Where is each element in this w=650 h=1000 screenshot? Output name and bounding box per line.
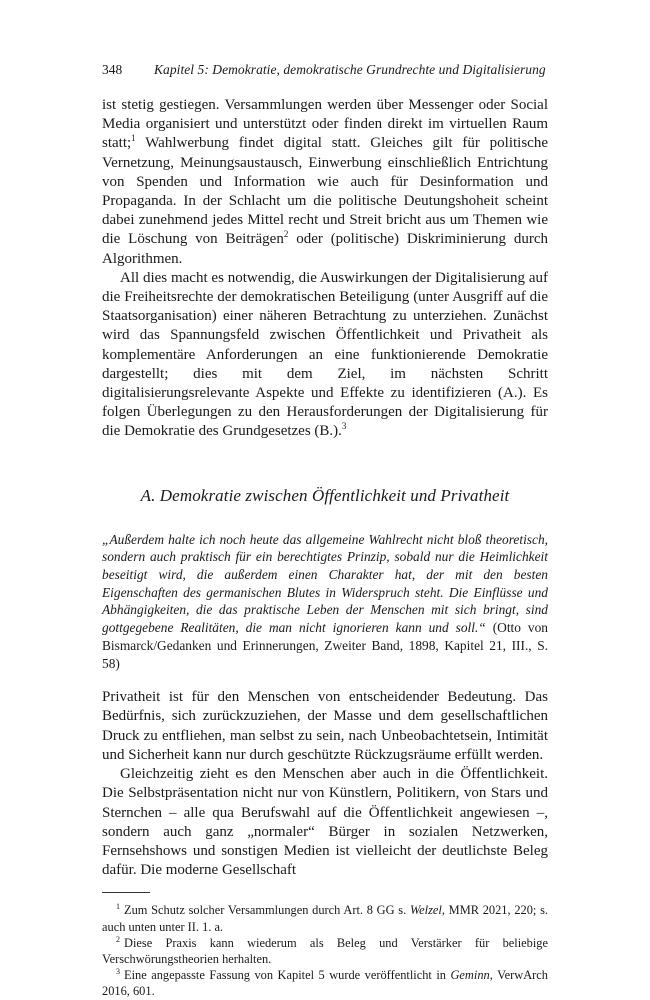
- epigraph: [102, 531, 548, 673]
- main-text: [102, 96, 548, 442]
- footnote-1: [102, 902, 548, 934]
- footnote-author: Welzel: [409, 903, 442, 918]
- footnotes: [102, 902, 548, 999]
- footnote-divider: [102, 892, 150, 893]
- epigraph-source: (Otto von Bismarck/Gedanken und Erinnerungen, Zweiter Band, 1898, Kapitel 21, III., S. 58): [102, 620, 548, 671]
- footnote-text: , VerwArch 2016, 601.: [102, 968, 549, 999]
- footnote-text: Diese Praxis kann wiederum als Beleg und Verstärker für beliebige Verschwörungstheorien herhalten.: [102, 935, 548, 966]
- footnote-text: Eine angepasste Fassung von Kapitel 5 wurde veröffentlicht in: [124, 968, 451, 983]
- book-page: [102, 62, 548, 1000]
- footnote-2: [102, 935, 548, 967]
- footnote-ref-3[interactable]: 3: [341, 421, 347, 432]
- running-title: Kapitel 5: Demokratie, demokratische Grundrechte und Digitalisierung: [154, 62, 546, 77]
- page-number: 348: [102, 62, 123, 77]
- paragraph-1-part-3: oder (politische) Diskriminierung durch Algorithmen.: [102, 231, 549, 267]
- paragraph-1: [102, 96, 548, 269]
- footnote-marker: 3: [116, 967, 120, 976]
- footnote-author: Geminn: [450, 968, 490, 983]
- footnote-ref-2[interactable]: 2: [283, 229, 289, 240]
- paragraph-3: Privatheit ist für den Menschen von entscheidender Bedeutung. Das Bedürfnis, sich zurückzuziehen, der Masse und dem gesellschaftlichen Druck zu entfliehen, man selbst zu sein, nach Unbeobachtetsein, Intimität und Sicherheit kann nur durch geschützte Rückzugsräume erfüllt werden.: [102, 689, 548, 763]
- footnote-text: , MMR 2021, 220; s. auch unten unter II. 1. a.: [102, 903, 548, 934]
- paragraph-1-part-2: Wahlwerbung findet digital statt. Gleiches gilt für politische Vernetzung, Meinungsaustausch, Einwerbung einschließlich Entrichtung von Spenden und Information wie auch für Desinformation und Propaganda. In der Schlacht um die politische Deutungshoheit scheint dabei zunehmend jedes Mittel recht und Streit bricht aus um Themen wie die Löschung von Beiträgen: [102, 135, 548, 248]
- paragraph-1-part-1: ist stetig gestiegen. Versammlungen werden über Messenger oder Social Media organisiert und unterstützt oder finden direkt im virtuellen Raum statt;: [102, 97, 548, 152]
- footnote-text: Zum Schutz solcher Versammlungen durch Art. 8 GG s.: [124, 903, 410, 918]
- running-head: [102, 62, 548, 84]
- footnote-ref-1[interactable]: 1: [131, 133, 136, 144]
- paragraph-2: [102, 269, 548, 442]
- footnote-marker: 1: [116, 902, 120, 912]
- footnote-marker: 2: [116, 934, 120, 944]
- main-text-continued: [102, 688, 548, 880]
- paragraph-4: Gleichzeitig zieht es den Menschen aber auch in die Öffentlichkeit. Die Selbstpräsentation nicht nur von Künstlern, Politikern, von Stars und Sternchen – alle qua Berufswahl auf die Öffentlichkeit angewiesen –, sondern auch ganz „normaler“ Bürger in sozialen Netzwerken, Fernsehshows und sonstigen Medien ist vielleicht der deutlichste Beleg dafür. Die moderne Gesellschaft: [102, 766, 548, 879]
- epigraph-quote: „Außerdem halte ich noch heute das allgemeine Wahlrecht nicht bloß theoretisch, sondern auch praktisch für ein berechtigtes Prinzip, sobald nur die Heimlichkeit beseitigt wird, die außerdem einen Charakter hat, der mit den besten Eigenschaften des germanischen Blutes in Widerspruch steht. Die Einflüsse und Abhängigkeiten, die das praktische Leben der Menschen mit sich bringt, sind gottgegebene Realitäten, die man nicht ignorieren kann und soll.“: [102, 531, 548, 636]
- paragraph-2-text: All dies macht es notwendig, die Auswirkungen der Digitalisierung auf die Freiheitsrechte der demokratischen Beteiligung (unter Ausgriff auf die Staatsorganisation) einer näheren Betrachtung zu unterziehen. Zunächst wird das Spannungsfeld zwischen Öffentlichkeit und Privatheit als komplementäre Anforderungen an eine funktionierende Demokratie dargestellt; dies mit dem Ziel, im nächsten Schritt digitalisierungsrelevante Aspekte und Effekte zu identifizieren (A.). Es folgen Überlegungen zu den Herausforderungen der Digitalisierung für die Demokratie des Grundgesetzes (B.).: [102, 269, 548, 440]
- section-heading: A. Demokratie zwischen Öffentlichkeit und Privatheit: [140, 485, 510, 505]
